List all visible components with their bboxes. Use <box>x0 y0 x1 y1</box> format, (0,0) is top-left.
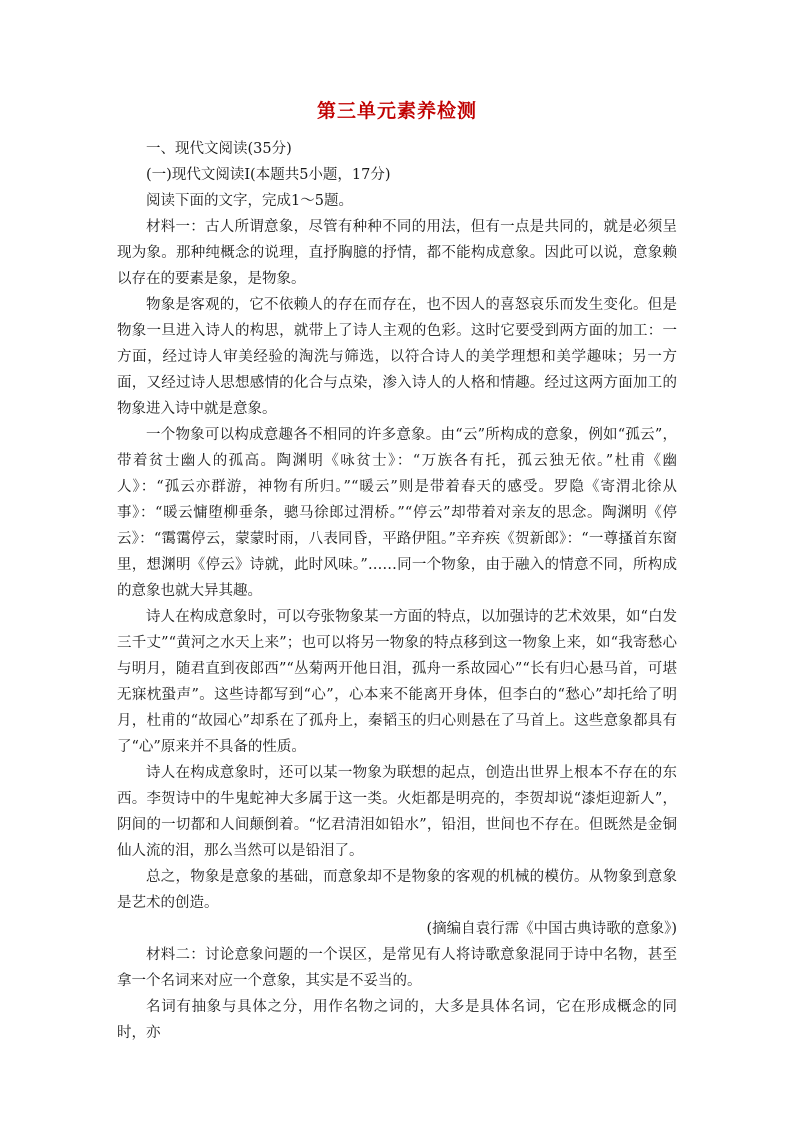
section-heading: 一、现代文阅读(35分) <box>146 141 292 157</box>
paragraph: 一个物象可以构成意趣各不相同的许多意象。由“云”所构成的意象，例如“孤云”，带着贫士幽人的孤高。陶渊明《咏贫士》：“万族各有托，孤云独无依。”杜甫《幽人》：“孤云亦群游，神物有所归。”“暖云”则是带着春天的感受。罗隐《寄渭北徐从事》：“暖云慵堕柳垂条，骢马徐郎过渭桥。”“停云”却带着对亲友的思念。陶渊明《停云》：“霭霭停云，蒙蒙时雨，八表同昏，平路伊阻。”辛弃疾《贺新郎》：“一尊搔首东窗里，想渊明《停云》诗就，此时风味。”……同一个物象，由于融入的情意不同，所构成的意象也就大异其趣。 <box>117 427 677 599</box>
source-citation: (摘编自袁行霈《中国古典诗歌的意象》) <box>426 921 677 937</box>
page-title: 第三单元素养检测 <box>316 100 477 122</box>
paragraph: 名词有抽象与具体之分，用作名物之词的，大多是具体名词，它在形成概念的同时，亦 <box>117 999 677 1041</box>
document-body <box>117 136 677 1046</box>
paragraph: 总之，物象是意象的基础，而意象却不是物象的客观的机械的模仿。从物象到意象是艺术的创造。 <box>117 869 677 911</box>
paragraph-material-two: 材料二：讨论意象问题的一个误区，是常见有人将诗歌意象混同于诗中名物，甚至拿一个名词来对应一个意象，其实是不妥当的。 <box>117 947 677 989</box>
subsection-heading: (一)现代文阅读Ⅰ(本题共5小题，17分) <box>146 167 391 183</box>
paragraph: 物象是客观的，它不依赖人的存在而存在，也不因人的喜怒哀乐而发生变化。但是物象一旦进入诗人的构思，就带上了诗人主观的色彩。这时它要受到两方面的加工：一方面，经过诗人审美经验的淘洗与筛选，以符合诗人的美学理想和美学趣味；另一方面，又经过诗人思想感情的化合与点染，渗入诗人的人格和情趣。经过这两方面加工的物象进入诗中就是意象。 <box>117 297 677 417</box>
paragraph-material-one: 材料一：古人所谓意象，尽管有种种不同的用法，但有一点是共同的，就是必须呈现为象。那种纯概念的说理，直抒胸臆的抒情，都不能构成意象。因此可以说，意象赖以存在的要素是象，是物象。 <box>117 219 677 287</box>
paragraph: 诗人在构成意象时，还可以某一物象为联想的起点，创造出世界上根本不存在的东西。李贺诗中的牛鬼蛇神大多属于这一类。火炬都是明亮的，李贺却说“漆炬迎新人”，阴间的一切都和人间颠倒着。“忆君清泪如铅水”，铅泪，世间也不存在。但既然是金铜仙人流的泪，那么当然可以是铅泪了。 <box>117 765 677 859</box>
reading-instruction: 阅读下面的文字，完成1～5题。 <box>146 193 353 209</box>
paragraph: 诗人在构成意象时，可以夸张物象某一方面的特点，以加强诗的艺术效果，如“白发三千丈”“黄河之水天上来”；也可以将另一物象的特点移到这一物象上来，如“我寄愁心与明月，随君直到夜郎西”“丛菊两开他日泪，孤舟一系故园心”“长有归心悬马首，可堪无寐枕蛩声”。这些诗都写到“心”，心本来不能离开身体，但李白的“愁心”却托给了明月，杜甫的“故园心”却系在了孤舟上，秦韬玉的归心则悬在了马首上。这些意象都具有了“心”原来并不具备的性质。 <box>117 609 677 755</box>
